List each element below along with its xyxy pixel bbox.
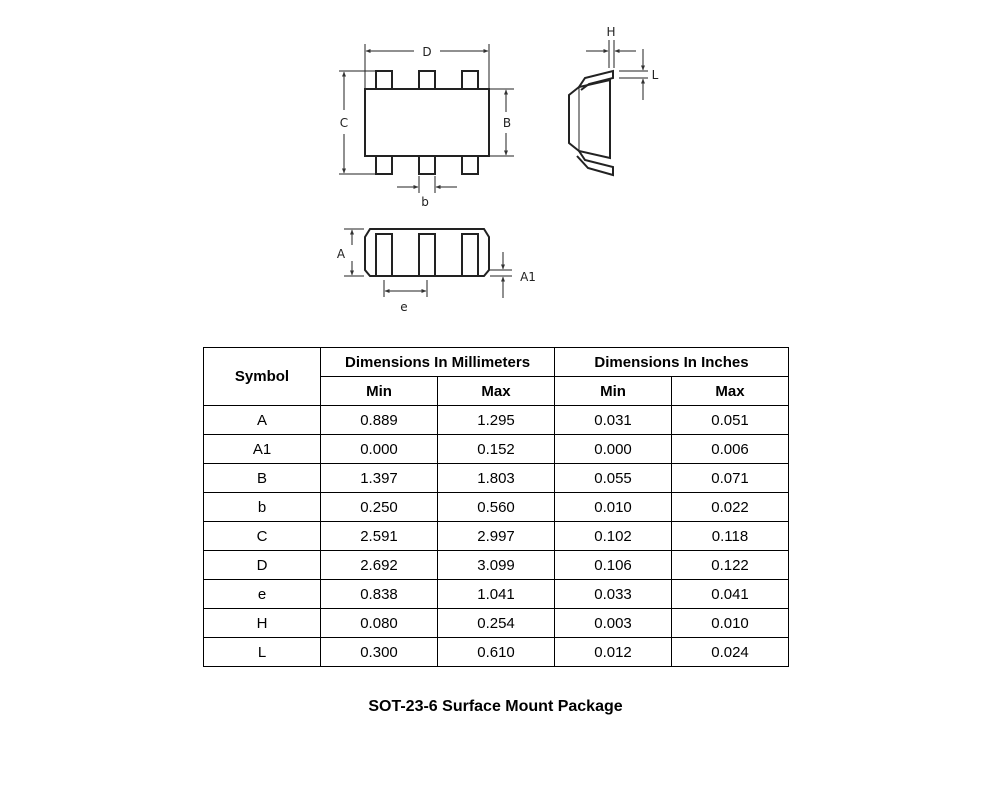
table-row xyxy=(204,638,789,667)
mm-max-cell: 0.152 xyxy=(438,435,555,464)
lead xyxy=(419,71,435,89)
lead xyxy=(376,71,392,89)
inch-header: Dimensions In Inches xyxy=(555,348,789,377)
lead xyxy=(376,156,392,174)
symbol-cell: e xyxy=(204,580,321,609)
symbol-cell: C xyxy=(204,522,321,551)
table-row xyxy=(204,406,789,435)
in-min-cell: 0.003 xyxy=(555,609,672,638)
in-max-cell: 0.010 xyxy=(672,609,789,638)
symbol-cell: A xyxy=(204,406,321,435)
mm-max-cell: 3.099 xyxy=(438,551,555,580)
in-max-cell: 0.006 xyxy=(672,435,789,464)
table-row xyxy=(204,435,789,464)
package-drawing xyxy=(0,0,991,330)
mm-min-cell: 0.838 xyxy=(321,580,438,609)
dim-e xyxy=(384,280,427,297)
dim-A xyxy=(344,229,364,276)
mm-max-header: Max xyxy=(438,377,555,406)
mm-max-cell: 0.254 xyxy=(438,609,555,638)
table-row xyxy=(204,522,789,551)
mm-min-cell: 1.397 xyxy=(321,464,438,493)
symbol-cell: L xyxy=(204,638,321,667)
in-max-cell: 0.024 xyxy=(672,638,789,667)
lead xyxy=(419,156,435,174)
in-min-cell: 0.031 xyxy=(555,406,672,435)
label-A1: A1 xyxy=(520,270,536,284)
front-lead xyxy=(419,234,435,276)
in-min-cell: 0.000 xyxy=(555,435,672,464)
mm-max-cell: 2.997 xyxy=(438,522,555,551)
label-H: H xyxy=(606,25,616,39)
in-max-cell: 0.071 xyxy=(672,464,789,493)
symbol-cell: b xyxy=(204,493,321,522)
mm-header: Dimensions In Millimeters xyxy=(321,348,555,377)
bottom-leads xyxy=(376,156,478,174)
mm-min-cell: 0.000 xyxy=(321,435,438,464)
in-min-cell: 0.106 xyxy=(555,551,672,580)
mm-max-cell: 1.295 xyxy=(438,406,555,435)
symbol-cell: H xyxy=(204,609,321,638)
in-min-header: Min xyxy=(555,377,672,406)
mm-max-cell: 0.610 xyxy=(438,638,555,667)
symbol-cell: B xyxy=(204,464,321,493)
mm-min-cell: 2.692 xyxy=(321,551,438,580)
dim-b xyxy=(397,176,457,193)
in-max-cell: 0.022 xyxy=(672,493,789,522)
table-row xyxy=(204,551,789,580)
in-max-cell: 0.118 xyxy=(672,522,789,551)
in-min-cell: 0.010 xyxy=(555,493,672,522)
mm-min-cell: 2.591 xyxy=(321,522,438,551)
table-row xyxy=(204,609,789,638)
header-row-1 xyxy=(204,348,789,377)
table-row xyxy=(204,464,789,493)
dimensions-table xyxy=(203,347,789,667)
front-view xyxy=(344,229,512,298)
front-lead xyxy=(376,234,392,276)
label-B: B xyxy=(502,116,512,130)
end-view xyxy=(569,40,648,175)
symbol-header: Symbol xyxy=(204,348,321,406)
front-lead xyxy=(462,234,478,276)
label-A: A xyxy=(336,247,346,261)
mm-min-cell: 0.300 xyxy=(321,638,438,667)
label-C: C xyxy=(339,116,349,130)
lead xyxy=(462,156,478,174)
table-row xyxy=(204,493,789,522)
mm-min-cell: 0.889 xyxy=(321,406,438,435)
mm-max-cell: 1.041 xyxy=(438,580,555,609)
dim-A1 xyxy=(490,252,512,298)
dim-H xyxy=(586,40,636,68)
in-min-cell: 0.102 xyxy=(555,522,672,551)
in-max-cell: 0.051 xyxy=(672,406,789,435)
in-min-cell: 0.033 xyxy=(555,580,672,609)
package-body-top xyxy=(365,89,489,156)
table-row xyxy=(204,580,789,609)
in-max-cell: 0.122 xyxy=(672,551,789,580)
dim-L xyxy=(619,49,648,100)
top-view xyxy=(339,44,514,193)
top-leads xyxy=(376,71,478,89)
symbol-cell: D xyxy=(204,551,321,580)
end-body xyxy=(569,80,610,158)
in-max-cell: 0.041 xyxy=(672,580,789,609)
in-max-header: Max xyxy=(672,377,789,406)
label-L: L xyxy=(651,68,659,82)
in-min-cell: 0.055 xyxy=(555,464,672,493)
lead xyxy=(462,71,478,89)
mm-min-header: Min xyxy=(321,377,438,406)
symbol-cell: A1 xyxy=(204,435,321,464)
mm-max-cell: 0.560 xyxy=(438,493,555,522)
mm-max-cell: 1.803 xyxy=(438,464,555,493)
label-e: e xyxy=(400,300,408,314)
mm-min-cell: 0.250 xyxy=(321,493,438,522)
mm-min-cell: 0.080 xyxy=(321,609,438,638)
package-caption: SOT-23-6 Surface Mount Package xyxy=(368,698,623,715)
in-min-cell: 0.012 xyxy=(555,638,672,667)
label-b: b xyxy=(421,195,429,209)
label-D: D xyxy=(422,45,432,59)
